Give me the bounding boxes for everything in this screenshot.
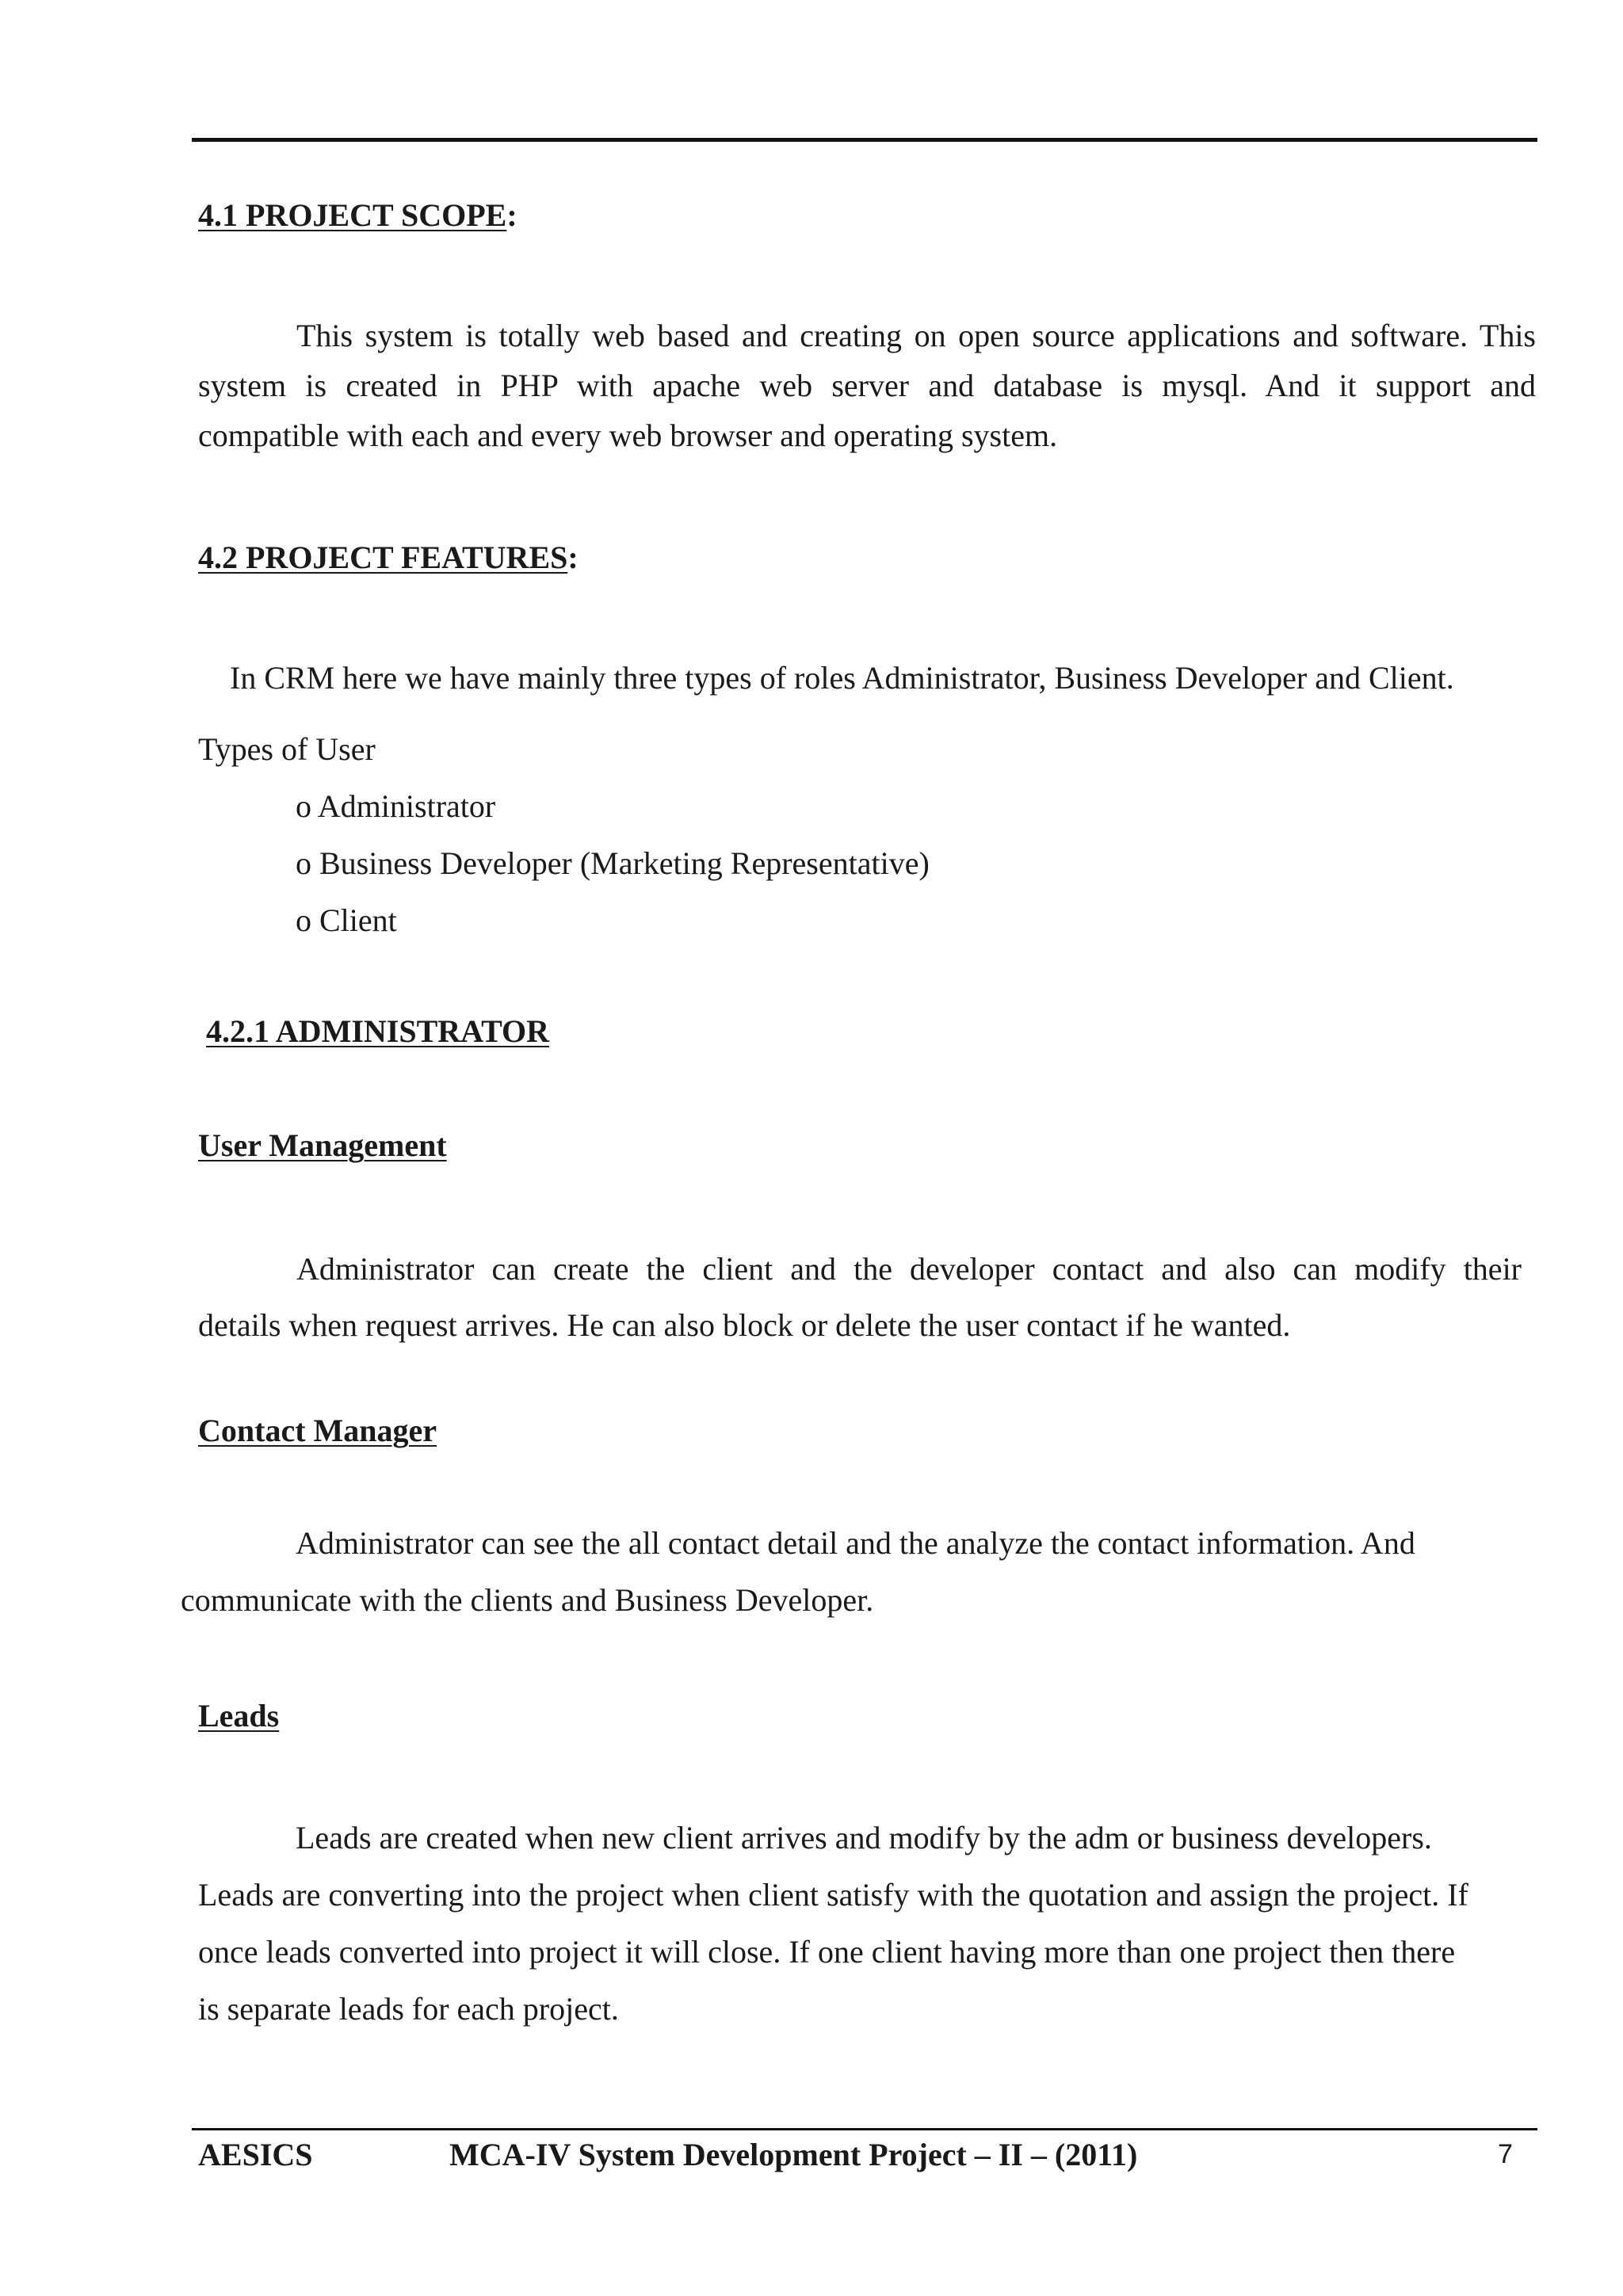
- footer-institute: AESICS: [198, 2137, 313, 2172]
- scope-line-3: compatible with each and every web browser and operating system.: [198, 418, 1058, 453]
- leads-paragraph: [198, 1810, 1529, 2038]
- features-heading-text: 4.2 PROJECT FEATURES: [198, 540, 568, 575]
- leads-heading: Leads: [198, 1698, 280, 1733]
- scope-paragraph: [198, 311, 1536, 460]
- contact-manager-line-1: Administrator can see the all contact detail and the analyze the contact information. And: [296, 1525, 1415, 1561]
- leads-line-4: is separate leads for each project.: [198, 1991, 619, 2027]
- administrator-heading: 4.2.1 ADMINISTRATOR: [206, 1013, 550, 1049]
- user-types-label: Types of User: [198, 731, 376, 767]
- scope-heading: [198, 196, 517, 234]
- leads-line-2: Leads are converting into the project when client satisfy with the quotation and assign the project. If: [198, 1877, 1468, 1913]
- user-type-item: o Client: [296, 902, 397, 938]
- footer-course-title: MCA-IV System Development Project – II – (2011): [449, 2137, 1138, 2172]
- footer-rule: [192, 2128, 1537, 2130]
- features-intro: In CRM here we have mainly three types of roles Administrator, Business Developer and Client.: [230, 660, 1454, 696]
- scope-heading-text: 4.1 PROJECT SCOPE: [198, 197, 507, 233]
- scope-line-1: This system is totally web based and creating on open source applications and software. This: [296, 318, 1536, 353]
- scope-line-2: system is created in PHP with apache web server and database is mysql. And it support and: [198, 368, 1536, 403]
- features-heading-colon: :: [567, 540, 579, 575]
- user-management-paragraph: [198, 1241, 1522, 1353]
- user-management-line-2: details when request arrives. He can also block or delete the user contact if he wanted.: [198, 1307, 1291, 1343]
- footer-page-number: 7: [1498, 2139, 1513, 2169]
- contact-manager-heading: Contact Manager: [198, 1413, 437, 1448]
- user-management-heading: User Management: [198, 1127, 447, 1163]
- leads-line-1: Leads are created when new client arrives and modify by the adm or business developers.: [296, 1820, 1432, 1855]
- contact-manager-line-2: communicate with the clients and Business Developer.: [181, 1582, 874, 1618]
- user-management-line-1: Administrator can create the client and the developer contact and also can modify their: [296, 1251, 1522, 1287]
- user-type-item: o Business Developer (Marketing Representative): [296, 845, 930, 881]
- features-heading: [198, 539, 579, 576]
- scope-heading-colon: :: [506, 197, 517, 233]
- user-type-item: o Administrator: [296, 788, 496, 824]
- leads-line-3: once leads converted into project it will close. If one client having more than one project then there: [198, 1934, 1456, 1970]
- header-rule: [192, 138, 1537, 142]
